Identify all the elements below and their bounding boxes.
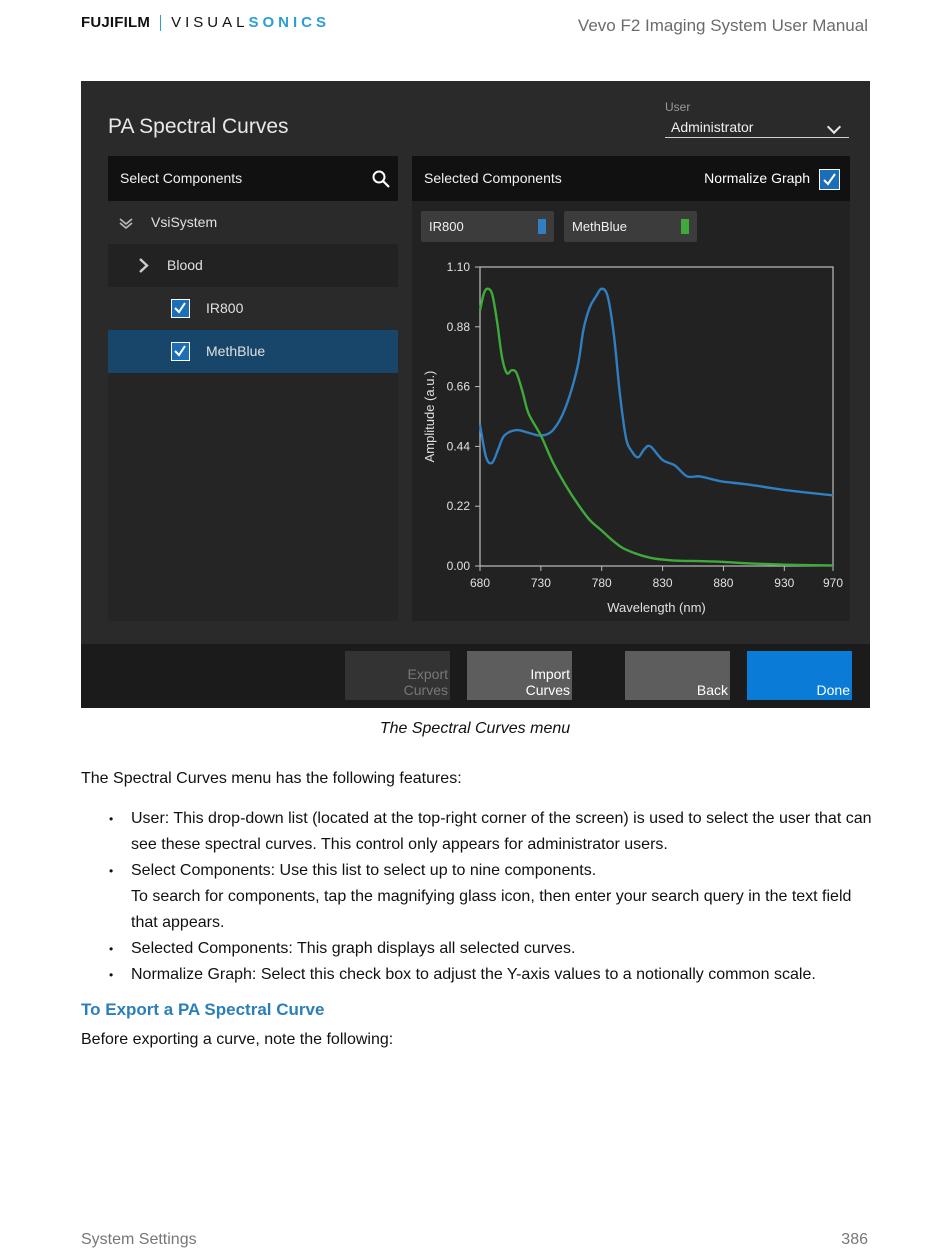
feature-list [106, 806, 876, 988]
tree-item-label: Blood [167, 257, 203, 273]
section-heading: To Export a PA Spectral Curve [81, 1000, 325, 1019]
y-tick-label: 0.66 [446, 379, 470, 394]
y-tick-label: 0.88 [446, 319, 470, 334]
series-color-swatch [681, 219, 689, 234]
list-item: • Normalize Graph: Select this check box to adjust the Y-axis values to a notionally common scale. [106, 962, 876, 988]
chevron-down-icon [827, 120, 841, 134]
page-number: 386 [841, 1231, 868, 1248]
user-dropdown[interactable] [665, 116, 849, 138]
select-components-panel [108, 156, 398, 621]
visual-wordmark: VISUAL [171, 14, 249, 31]
select-components-label: Select Components [120, 170, 243, 186]
list-item [106, 858, 876, 936]
list-item: • User: This drop-down list (located at the top-right corner of the screen) is used to select the user that can see these spectral curves. This control only appears for administrator users. [106, 806, 876, 858]
done-label: Done [816, 682, 850, 698]
export-curves-button[interactable] [345, 651, 450, 700]
normalize-graph-checkbox[interactable] [819, 169, 840, 190]
normalize-graph-label: Normalize Graph [704, 170, 810, 186]
chevron-right-icon[interactable] [138, 258, 150, 273]
series-color-swatch [538, 219, 546, 234]
done-button[interactable] [747, 651, 852, 700]
series-line-ir800 [480, 289, 833, 496]
methblue-checkbox[interactable] [171, 342, 190, 361]
y-axis-label: Amplitude (a.u.) [422, 370, 437, 463]
figure-caption: The Spectral Curves menu [379, 720, 571, 737]
search-icon[interactable] [372, 170, 390, 188]
footer-section: System Settings [81, 1231, 197, 1248]
chip-label: MethBlue [572, 219, 627, 234]
fujifilm-wordmark: FUJIFILM [81, 14, 151, 31]
spectral-chart [412, 251, 850, 615]
action-bar [81, 644, 870, 708]
export-curves-label: Export Curves [403, 666, 448, 698]
spectral-curves-screen [81, 81, 870, 708]
selected-components-header [412, 156, 850, 201]
import-curves-button[interactable] [467, 651, 572, 700]
expand-chevron-icon[interactable] [119, 217, 133, 229]
x-tick-label: 680 [469, 576, 491, 590]
x-tick-label: 830 [652, 576, 673, 590]
back-button[interactable] [625, 651, 730, 700]
selected-components-label: Selected Components [424, 170, 562, 186]
list-item: • Selected Components: This graph displays all selected curves. [106, 936, 876, 962]
tree-item-blood[interactable] [108, 244, 398, 287]
tree-item-label: VsiSystem [151, 214, 218, 230]
user-label: User [665, 100, 691, 114]
tree-item-methblue[interactable] [108, 330, 398, 373]
import-curves-label: Import Curves [525, 666, 570, 698]
x-tick-label: 730 [530, 576, 551, 590]
x-tick-label: 780 [591, 576, 612, 590]
back-label: Back [696, 682, 728, 698]
chip-label: IR800 [429, 219, 464, 234]
selected-components-panel [412, 156, 850, 621]
manual-title: Vevo F2 Imaging System User Manual [577, 16, 868, 35]
tree-item-label: MethBlue [206, 343, 266, 359]
chip-methblue[interactable] [564, 211, 697, 242]
x-tick-label: 930 [774, 576, 795, 590]
tree-item-ir800[interactable] [108, 287, 398, 330]
plot-frame [480, 267, 833, 566]
series-line-methblue [480, 289, 833, 566]
x-axis-label: Wavelength (nm) [607, 600, 706, 615]
y-tick-label: 0.22 [446, 499, 470, 514]
ir800-checkbox[interactable] [171, 299, 190, 318]
tree-item-label: IR800 [206, 300, 244, 316]
select-components-header [108, 156, 398, 201]
brand-logo [81, 14, 330, 31]
sonics-wordmark: SONICS [248, 14, 330, 31]
y-tick-label: 0.00 [446, 559, 470, 573]
list-item-text: To search for components, tap the magnifying glass icon, then enter your search query in the text field that appears. [131, 888, 852, 931]
user-dropdown-value: Administrator [671, 119, 754, 135]
x-tick-label: 880 [713, 576, 734, 590]
intro-text: The Spectral Curves menu has the following features: [81, 770, 462, 787]
screen-title: PA Spectral Curves [108, 115, 289, 138]
body-text: Before exporting a curve, note the following: [81, 1031, 394, 1048]
x-tick-label: 970 [822, 576, 844, 590]
y-tick-label: 1.10 [446, 260, 470, 274]
list-item-text: Select Components: Use this list to select up to nine components. [131, 862, 597, 879]
brand-divider [160, 15, 161, 31]
y-tick-label: 0.44 [446, 439, 470, 454]
tree-item-vsisystem[interactable] [108, 201, 398, 244]
chip-ir800[interactable] [421, 211, 554, 242]
